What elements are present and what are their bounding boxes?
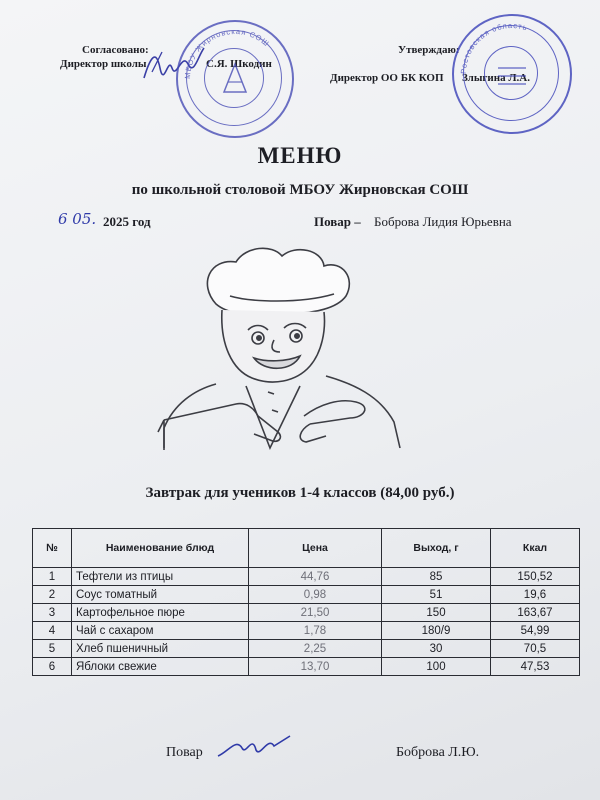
row-price: 2,25 bbox=[249, 640, 382, 658]
table-row bbox=[33, 586, 580, 604]
row-output: 180/9 bbox=[382, 622, 491, 640]
date-year: 2025 год bbox=[103, 214, 151, 229]
approval-right-name: Злыгина Л.А. bbox=[462, 72, 530, 84]
menu-table bbox=[32, 528, 580, 676]
row-price: 1,78 bbox=[249, 622, 382, 640]
table-row bbox=[33, 640, 580, 658]
table-row bbox=[33, 658, 580, 676]
row-number: 2 bbox=[33, 586, 72, 604]
row-kcal: 19,6 bbox=[491, 586, 580, 604]
right-stamp-text: Ростовская область bbox=[458, 20, 529, 75]
row-dish: Хлеб пшеничный bbox=[72, 640, 249, 658]
row-number: 4 bbox=[33, 622, 72, 640]
row-kcal: 70,5 bbox=[491, 640, 580, 658]
chef-illustration bbox=[150, 244, 450, 454]
row-dish: Яблоки свежие bbox=[72, 658, 249, 676]
row-dish: Чай с сахаром bbox=[72, 622, 249, 640]
header-number: № bbox=[33, 529, 72, 568]
page-subtitle: по школьной столовой МБОУ Жирновская СОШ bbox=[131, 182, 469, 198]
row-price: 13,70 bbox=[249, 658, 382, 676]
approval-left-name: С.Я. Шкодин bbox=[206, 58, 272, 70]
row-number: 6 bbox=[33, 658, 72, 676]
approval-left-role: Директор школы bbox=[60, 58, 147, 70]
page-title: МЕНЮ bbox=[257, 143, 343, 168]
handwritten-date: 6 05. bbox=[58, 210, 97, 228]
cook-signature bbox=[214, 728, 294, 764]
svg-text:Ростовская область bbox=[459, 21, 529, 74]
table-row bbox=[33, 622, 580, 640]
header-kcal: Ккал bbox=[491, 529, 580, 568]
row-number: 5 bbox=[33, 640, 72, 658]
row-output: 150 bbox=[382, 604, 491, 622]
approval-left-title: Согласовано: bbox=[82, 44, 149, 56]
row-output: 51 bbox=[382, 586, 491, 604]
cook-name: Боброва Лидия Юрьевна bbox=[374, 214, 512, 229]
approval-right-title: Утверждаю: bbox=[398, 44, 460, 56]
row-price: 0,98 bbox=[249, 586, 382, 604]
row-kcal: 54,99 bbox=[491, 622, 580, 640]
svg-text:МБОУ Жирновская СОШ bbox=[183, 27, 271, 79]
row-dish: Соус томатный bbox=[72, 586, 249, 604]
row-number: 3 bbox=[33, 604, 72, 622]
header-output: Выход, г bbox=[382, 529, 491, 568]
row-dish: Картофельное пюре bbox=[72, 604, 249, 622]
header-price: Цена bbox=[249, 529, 382, 568]
row-output: 30 bbox=[382, 640, 491, 658]
table-header-row bbox=[33, 529, 580, 568]
row-kcal: 163,67 bbox=[491, 604, 580, 622]
footer-cook-label: Повар bbox=[166, 745, 203, 760]
row-number: 1 bbox=[33, 568, 72, 586]
row-kcal: 47,53 bbox=[491, 658, 580, 676]
table-row bbox=[33, 568, 580, 586]
row-price: 21,50 bbox=[249, 604, 382, 622]
row-kcal: 150,52 bbox=[491, 568, 580, 586]
school-stamp bbox=[176, 20, 294, 138]
row-output: 100 bbox=[382, 658, 491, 676]
right-stamp bbox=[452, 14, 572, 134]
row-output: 85 bbox=[382, 568, 491, 586]
school-stamp-text: МБОУ Жирновская СОШ bbox=[182, 26, 272, 80]
header-dish: Наименование блюд bbox=[72, 529, 249, 568]
row-dish: Тефтели из птицы bbox=[72, 568, 249, 586]
approval-right-role: Директор ОО БК КОП bbox=[330, 72, 444, 84]
footer-cook-name: Боброва Л.Ю. bbox=[396, 745, 480, 760]
row-price: 44,76 bbox=[249, 568, 382, 586]
cook-label: Повар – bbox=[314, 214, 361, 229]
table-row bbox=[33, 604, 580, 622]
meal-heading: Завтрак для учеников 1-4 классов (84,00 руб.) bbox=[145, 485, 455, 501]
